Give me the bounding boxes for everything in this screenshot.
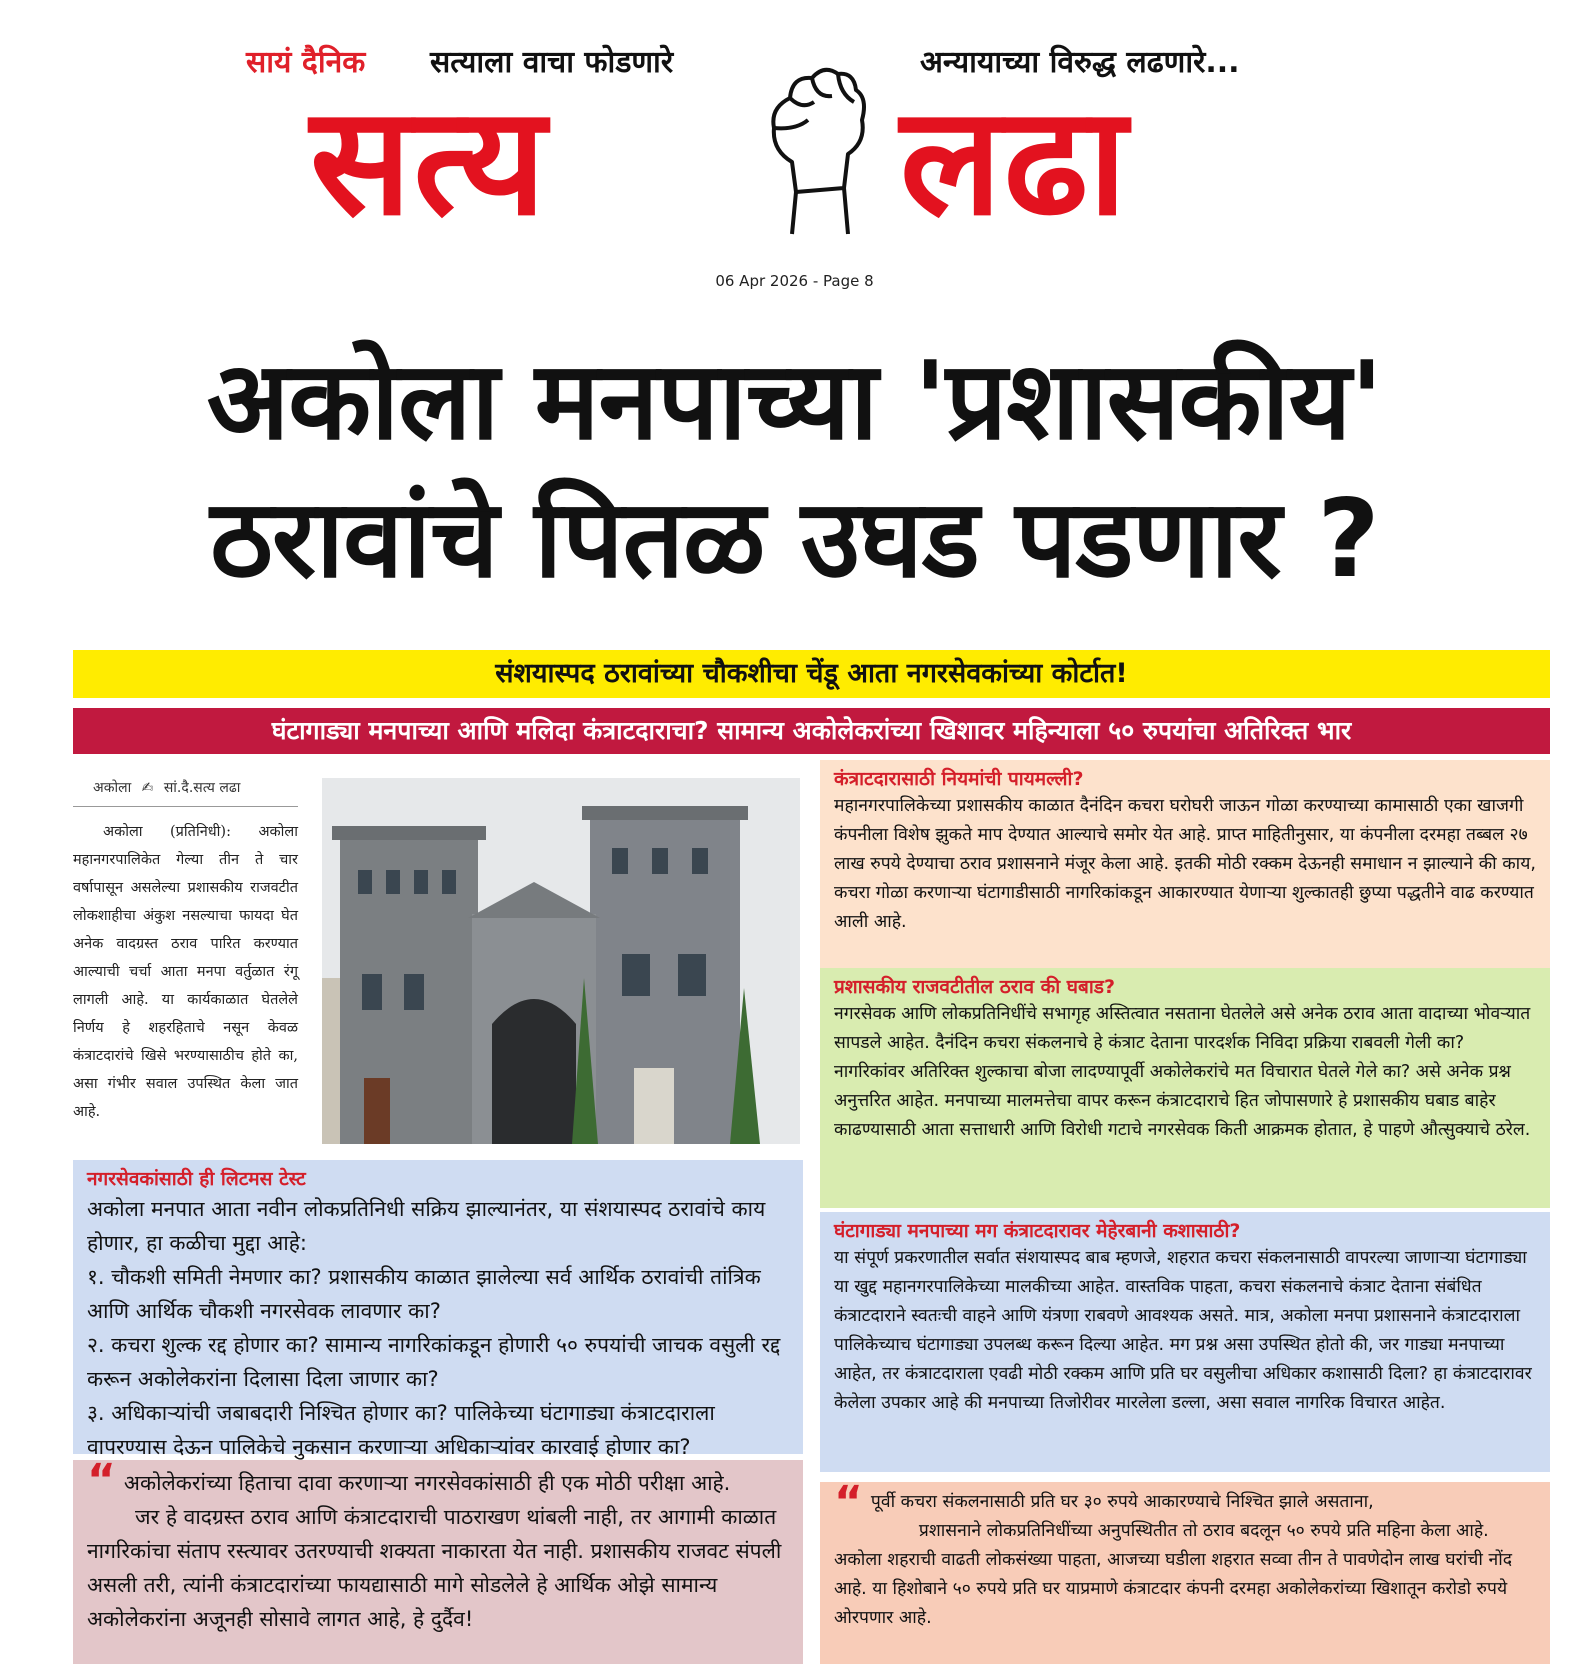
- section-rules-box: [820, 760, 1550, 968]
- subheadline-yellow-strip: संशयास्पद ठरावांच्या चौकशीचा चेंडू आता नगरसेवकांच्या कोर्टात!: [73, 650, 1550, 698]
- section-rules-text: महानगरपालिकेच्या प्रशासकीय काळात दैनंदिन कचरा घरोघरी जाऊन गोळा करण्याच्या कामासाठी एका खाजगी कंपनीला विशेष झुकते माप देण्यात आल्याचे समोर येत आहे. प्राप्त माहितीनुसार, या कंपनीला दरमहा तब्बल २७ लाख रुपये देण्याचा ठराव प्रशासनाने मंजूर केला आहे. इतकी मोठी रक्कम देऊनही समाधान न झाल्याने की काय, कचरा गोळा करणाऱ्या घंटागाडीसाठी नागरिकांकडून आकारण्यात येणाऱ्या शुल्कातही छुप्या पद्धतीने वाढ करण्यात आली आहे.: [834, 796, 1536, 932]
- litmus-heading: नगरसेवकांसाठी ही लिटमस टेस्ट: [87, 1168, 306, 1190]
- headline-line-1: अकोला मनपाच्या 'प्रशासकीय': [206, 339, 1383, 464]
- section-scam-text: नगरसेवक आणि लोकप्रतिनिधींचे सभागृह अस्तित्वात नसताना घेतलेले असे अनेक ठराव आता वादाच्या भोवऱ्यात सापडले आहेत. दैनंदिन कचरा संकलनाचे हे कंत्राट देताना पारदर्शक निविदा प्रक्रिया राबवली गेली का? नागरिकांवर अतिरिक्त शुल्काचा बोजा लादण्यापूर्वी अकोलेकरांचे मत विचारात घेतले गेले का? असे अनेक प्रश्न अनुत्तरित आहेत. मनपाच्या मालमत्तेचा वापर करून कंत्राटदाराचे हित जोपासणारे हे प्रशासकीय घबाड बाहेर काढण्यासाठी आता सत्ताधारी आणि विरोधी गटाचे नगरसेवक किती आक्रमक होतात, हे पाहणे औत्सुक्याचे ठरेल.: [834, 1004, 1531, 1140]
- byline-place: अकोला: [93, 780, 132, 796]
- byline-divider: [73, 806, 298, 807]
- tagline-left: सत्याला वाचा फोडणारे: [430, 45, 674, 80]
- quote-box-left: [73, 1455, 803, 1664]
- quote-mark-icon: “: [834, 1477, 863, 1528]
- headline-line-2: ठरावांचे पितळ उघड पडणार ?: [210, 477, 1379, 602]
- quote-right-first: पूर्वी कचरा संकलनासाठी प्रति घर ३० रुपये आकारण्याचे निश्चित झाले असताना,: [870, 1492, 1374, 1512]
- quote-mark-icon: “: [87, 1455, 116, 1506]
- section-rules-heading: कंत्राटदारासाठी नियमांची पायमल्ली?: [834, 768, 1084, 790]
- logo-word-left: सत्य: [310, 73, 548, 249]
- section-favor-heading: घंटागाड्या मनपाच्या मग कंत्राटदारावर मेहेरबानी कशासाठी?: [834, 1220, 1241, 1242]
- quote-box-right: [820, 1477, 1550, 1664]
- pen-icon: ✍: [141, 780, 154, 796]
- section-scam-heading: प्रशासकीय राजवटीतील ठराव की घबाड?: [834, 976, 1115, 998]
- logo-word-right: लढा: [900, 73, 1130, 249]
- litmus-point-3: ३. अधिकाऱ्यांची जबाबदारी निश्चित होणार का? पालिकेच्या घंटागाड्या कंत्राटदाराला वापरण्यास देऊन पालिकेचे नुकसान करणाऱ्या अधिकाऱ्यांवर कारवाई होणार का?: [87, 1401, 715, 1459]
- quote-left-rest: जर हे वादग्रस्त ठराव आणि कंत्राटदाराची पाठराखण थांबली नाही, तर आगामी काळात नागरिकांचा संताप रस्त्यावर उतरण्याची शक्यता नाकारता येत नाही. प्रशासकीय राजवट संपली असली तरी, त्यांनी कंत्राटदारांच्या फायद्यासाठी मागे सोडलेले हे आर्थिक ओझे सामान्य अकोलेकरांना अजूनही सोसावे लागत आहे, हे दुर्दैव!: [87, 1505, 782, 1631]
- byline-source: सां.दै.सत्य लढा: [163, 780, 241, 796]
- quote-right-rest: प्रशासनाने लोकप्रतिनिधींच्या अनुपस्थितीत तो ठराव बदलून ५० रुपये प्रति महिना केला आहे. अकोला शहराची वाढती लोकसंख्या पाहता, आजच्या घडीला शहरात सव्वा तीन ते पावणेदोन लाख घरांची नोंद आहे. या हिशोबाने ५० रुपये प्रति घर याप्रमाणे कंत्राटदार कंपनी दरमहा अकोलेकरांच्या खिशातून करोडो रुपये ओरपणार आहे.: [834, 1521, 1513, 1628]
- raised-fist-icon: [762, 58, 870, 238]
- dateline: 06 Apr 2026 - Page 8: [715, 272, 874, 290]
- litmus-test-box: [73, 1160, 803, 1459]
- litmus-point-1: १. चौकशी समिती नेमणार का? प्रशासकीय काळात झालेल्या सर्व आर्थिक ठरावांची तांत्रिक आणि आर्थिक चौकशी नगरसेवक लावणार का?: [87, 1265, 761, 1323]
- subheadline-red-strip: घंटागाड्या मनपाच्या आणि मलिदा कंत्राटदाराचा? सामान्य अकोलेकरांच्या खिशावर महिन्याला ५० रुपयांचा अतिरिक्त भार: [73, 708, 1550, 754]
- section-favor-box: [820, 1212, 1550, 1472]
- section-scam-box: [820, 968, 1550, 1208]
- litmus-intro: अकोला मनपात आता नवीन लोकप्रतिनिधी सक्रिय झाल्यानंतर, या संशयास्पद ठरावांचे काय होणार, हा कळीचा मुद्दा आहे:: [87, 1197, 766, 1255]
- tagline-right: अन्यायाच्या विरुद्ध लढणारे...: [920, 45, 1240, 80]
- municipal-building-photo: [322, 778, 800, 1144]
- litmus-point-2: २. कचरा शुल्क रद्द होणार का? सामान्य नागरिकांकडून होणारी ५० रुपयांची जाचक वसुली रद्द करून अकोलेकरांना दिलासा दिला जाणार का?: [87, 1333, 781, 1391]
- lead-paragraph: अकोला (प्रतिनिधी): अकोला महानगरपालिकेत गेल्या तीन ते चार वर्षापासून असलेल्या प्रशासकीय राजवटीत लोकशाहीचा अंकुश नसल्याचा फायदा घेत अनेक वादग्रस्त ठराव पारित करण्यात आल्याची चर्चा आता मनपा वर्तुळात रंगू लागली आहे. या कार्यकाळात घेतलेले निर्णय हे शहरहिताचे नसून केवळ कंत्राटदारांचे खिसे भरण्यासाठीच होते का, असा गंभीर सवाल उपस्थित केला जात आहे.: [73, 824, 298, 1120]
- kicker-evening-daily: सायं दैनिक: [246, 45, 366, 80]
- section-favor-text: या संपूर्ण प्रकरणातील सर्वात संशयास्पद बाब म्हणजे, शहरात कचरा संकलनासाठी वापरल्या जाणाऱ्या घंटागाड्या या खुद्द महानगरपालिकेच्या मालकीच्या आहेत. वास्तविक पाहता, कचरा संकलनाचे कंत्राट देताना संबंधित कंत्राटदाराने स्वतःची वाहने आणि यंत्रणा राबवणे आवश्यक असते. मात्र, अकोला मनपा प्रशासनाने कंत्राटदाराला पालिकेच्याच घंटागाड्या उपलब्ध करून दिल्या आहेत. मग प्रश्न असा उपस्थित होतो की, जर गाड्या मनपाच्या आहेत, तर कंत्राटदाराला एवढी मोठी रक्कम आणि प्रति घर वसुलीचा अधिकार कशासाठी दिला? हा कंत्राटदारावर केलेला उपकार आहे की मनपाच्या तिजोरीवर मारलेला डल्ला, असा सवाल नागरिक विचारत आहेत.: [834, 1248, 1532, 1413]
- quote-left-first: अकोलेकरांच्या हिताचा दावा करणाऱ्या नगरसेवकांसाठी ही एक मोठी परीक्षा आहे.: [123, 1471, 731, 1495]
- byline: [93, 778, 240, 797]
